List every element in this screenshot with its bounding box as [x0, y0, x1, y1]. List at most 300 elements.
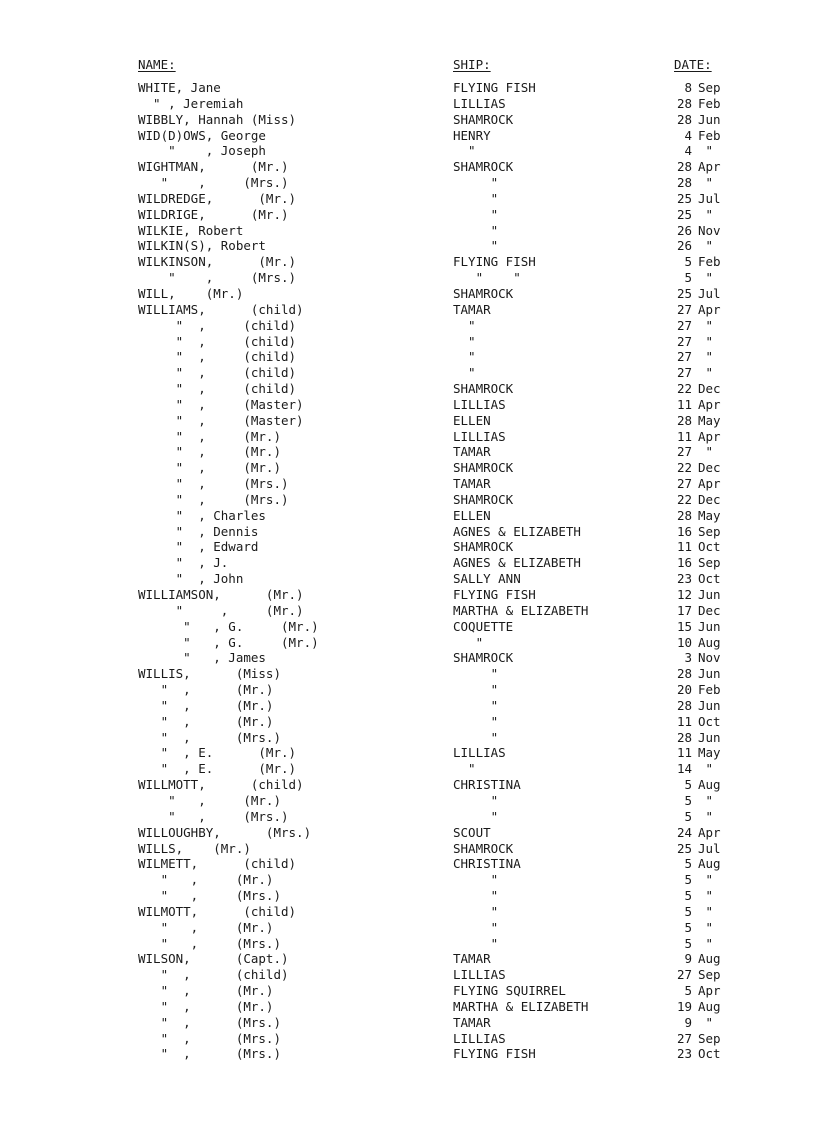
ship-name: TAMAR — [453, 476, 491, 492]
date-day: 9 — [684, 951, 692, 967]
list-row — [0, 951, 816, 967]
date-day: 27 — [676, 967, 692, 983]
list-row — [0, 809, 816, 825]
ship-name: " — [453, 238, 499, 254]
ship-name: FLYING SQUIRREL — [453, 983, 566, 999]
passenger-name: " , (Mr.) — [138, 792, 281, 808]
list-row — [0, 413, 816, 429]
date-day: 26 — [676, 238, 692, 254]
list-row — [0, 1046, 816, 1062]
list-row — [0, 524, 816, 540]
date-day: 11 — [676, 396, 692, 412]
list-row — [0, 207, 816, 223]
date-day: 16 — [676, 555, 692, 571]
ship-name: " — [453, 682, 499, 698]
date-day: 22 — [676, 381, 692, 397]
date-month: " — [698, 333, 714, 349]
date-month: Aug — [698, 951, 721, 967]
date-month: May — [698, 412, 721, 428]
ship-name: SHAMROCK — [453, 460, 514, 476]
date-month: Aug — [698, 634, 721, 650]
passenger-name: " , Edward — [138, 539, 259, 555]
passenger-name: " , (Mrs.) — [138, 935, 281, 951]
ship-name: SHAMROCK — [453, 491, 514, 507]
passenger-name: " , (Mr.) — [138, 460, 281, 476]
date-month: " — [698, 270, 714, 286]
list-row — [0, 397, 816, 413]
date-day: 5 — [684, 777, 692, 793]
date-month: Jun — [698, 618, 721, 634]
date-month: Sep — [698, 967, 721, 983]
date-month: Jun — [698, 666, 721, 682]
date-day: 3 — [684, 650, 692, 666]
date-month: " — [698, 808, 714, 824]
passenger-name: " , (Mrs.) — [138, 888, 281, 904]
date-day: 9 — [684, 1014, 692, 1030]
list-row — [0, 1015, 816, 1031]
date-day: 27 — [676, 365, 692, 381]
passenger-name: " , (Mrs.) — [138, 1014, 281, 1030]
ship-name: " — [453, 317, 476, 333]
ship-name: " — [453, 190, 499, 206]
date-day: 16 — [676, 523, 692, 539]
passenger-name: " , (Mrs.) — [138, 270, 297, 286]
passenger-name: WILKIN(S), Robert — [138, 238, 266, 254]
passenger-name: " , (Mr.) — [138, 998, 274, 1014]
ship-name: FLYING FISH — [453, 587, 536, 602]
ship-name: " — [453, 903, 499, 919]
date-day: 5 — [684, 919, 692, 935]
date-month: Oct — [698, 539, 721, 555]
list-row — [0, 698, 816, 714]
ship-name: MARTHA & ELIZABETH — [453, 998, 589, 1014]
date-month: Oct — [698, 713, 721, 729]
date-day: 20 — [676, 682, 692, 698]
date-day: 5 — [684, 856, 692, 872]
ship-name: FLYING FISH — [453, 254, 536, 270]
passenger-name: " , (Mrs.) — [138, 491, 289, 507]
header-date: DATE: — [674, 57, 712, 72]
date-day: 22 — [676, 491, 692, 507]
passenger-name: WIBBLY, Hannah (Miss) — [138, 111, 297, 127]
list-row — [0, 745, 816, 761]
date-month: " — [698, 206, 714, 222]
passenger-name: WILLIAMS, (child) — [138, 301, 304, 317]
date-month: " — [698, 1014, 714, 1030]
passenger-name: " , Joseph — [138, 143, 266, 159]
date-month: Feb — [698, 254, 721, 270]
ship-name: LILLIAS — [453, 396, 506, 412]
passenger-name: " , (Mr.) — [138, 713, 274, 729]
date-day: 23 — [676, 1046, 692, 1062]
ship-name: LILLIAS — [453, 1030, 506, 1046]
passenger-name: " , (Master) — [138, 412, 304, 428]
date-day: 12 — [676, 587, 692, 602]
ship-name: " — [453, 713, 499, 729]
date-month: " — [698, 761, 714, 777]
header-ship: SHIP: — [453, 57, 491, 72]
date-day: 24 — [676, 824, 692, 840]
list-row — [0, 920, 816, 936]
date-month: Apr — [698, 824, 721, 840]
date-month: " — [698, 888, 714, 904]
ship-name: SHAMROCK — [453, 539, 514, 555]
ship-name: TAMAR — [453, 1014, 491, 1030]
date-month: " — [698, 903, 714, 919]
list-row — [0, 429, 816, 445]
list-row — [0, 270, 816, 286]
date-month: " — [698, 935, 714, 951]
passenger-name: " , (child) — [138, 967, 289, 983]
passenger-name: " , James — [138, 650, 266, 666]
ship-name: LILLIAS — [453, 745, 506, 761]
ship-name: FLYING FISH — [453, 1046, 536, 1062]
passenger-name: " , (Mr.) — [138, 444, 281, 460]
date-month: Dec — [698, 460, 721, 476]
passenger-name: WILLMOTT, (child) — [138, 777, 304, 793]
date-day: 5 — [684, 935, 692, 951]
ship-name: " — [453, 729, 499, 745]
ship-name: " " — [453, 270, 521, 286]
list-row — [0, 318, 816, 334]
date-day: 14 — [676, 761, 692, 777]
date-day: 26 — [676, 222, 692, 238]
list-row — [0, 476, 816, 492]
ship-name: MARTHA & ELIZABETH — [453, 602, 589, 618]
list-row — [0, 856, 816, 872]
date-day: 28 — [676, 697, 692, 713]
passenger-name: " , (Mr.) — [138, 682, 274, 698]
list-row — [0, 381, 816, 397]
column-headers — [0, 57, 816, 73]
passenger-name: " , (Mrs.) — [138, 808, 289, 824]
date-month: Apr — [698, 396, 721, 412]
ship-name: LILLIAS — [453, 967, 506, 983]
passenger-name: WILLIS, (Miss) — [138, 666, 281, 682]
list-row — [0, 793, 816, 809]
passenger-name: " , (child) — [138, 349, 297, 365]
list-row — [0, 223, 816, 239]
ship-name: TAMAR — [453, 301, 491, 317]
date-month: Aug — [698, 777, 721, 793]
passenger-name: WILMOTT, (child) — [138, 903, 297, 919]
date-day: 23 — [676, 571, 692, 587]
list-row — [0, 238, 816, 254]
date-month: Apr — [698, 983, 721, 999]
list-row — [0, 128, 816, 144]
ship-name: " — [453, 349, 476, 365]
list-row — [0, 999, 816, 1015]
date-day: 28 — [676, 111, 692, 127]
date-month: Sep — [698, 555, 721, 571]
date-day: 28 — [676, 175, 692, 191]
date-day: 5 — [684, 888, 692, 904]
ship-name: " — [453, 222, 499, 238]
ship-name: CHRISTINA — [453, 777, 521, 793]
list-row — [0, 349, 816, 365]
ship-name: SHAMROCK — [453, 650, 514, 666]
passenger-name: WIGHTMAN, (Mr.) — [138, 159, 289, 175]
date-day: 17 — [676, 602, 692, 618]
date-day: 11 — [676, 745, 692, 761]
ship-name: SALLY ANN — [453, 571, 521, 587]
date-month: Feb — [698, 682, 721, 698]
list-row — [0, 334, 816, 350]
passenger-name: " , (Mrs.) — [138, 476, 289, 492]
list-row — [0, 936, 816, 952]
date-month: " — [698, 349, 714, 365]
ship-name: " — [453, 697, 499, 713]
date-day: 19 — [676, 998, 692, 1014]
date-day: 4 — [684, 127, 692, 143]
date-month: Feb — [698, 127, 721, 143]
list-row — [0, 112, 816, 128]
passenger-name: " , (Mr.) — [138, 872, 274, 888]
ship-name: ELLEN — [453, 412, 491, 428]
ship-name: " — [453, 919, 499, 935]
passenger-name: " , (Mr.) — [138, 428, 281, 444]
date-month: Jul — [698, 840, 721, 856]
date-month: Jul — [698, 285, 721, 301]
date-month: " — [698, 365, 714, 381]
date-month: May — [698, 745, 721, 761]
ship-name: CHRISTINA — [453, 856, 521, 872]
passenger-name: " , E. (Mr.) — [138, 761, 297, 777]
date-day: 4 — [684, 143, 692, 159]
passenger-name: " , (Mr.) — [138, 919, 274, 935]
date-month: " — [698, 143, 714, 159]
date-day: 28 — [676, 159, 692, 175]
date-day: 25 — [676, 206, 692, 222]
passenger-name: WILDRIGE, (Mr.) — [138, 206, 289, 222]
date-month: Aug — [698, 998, 721, 1014]
header-name: NAME: — [138, 57, 176, 72]
date-month: " — [698, 444, 714, 460]
date-month: Nov — [698, 222, 721, 238]
passenger-name: " , (Mr.) — [138, 602, 304, 618]
date-month: Feb — [698, 95, 721, 111]
list-row — [0, 286, 816, 302]
date-day: 5 — [684, 254, 692, 270]
ship-name: HENRY — [453, 127, 491, 143]
passenger-name: WID(D)OWS, George — [138, 127, 266, 143]
list-row — [0, 365, 816, 381]
date-day: 5 — [684, 792, 692, 808]
passenger-name: " , (child) — [138, 333, 297, 349]
ship-name: SHAMROCK — [453, 381, 514, 397]
ship-name: " — [453, 365, 476, 381]
list-row — [0, 714, 816, 730]
list-row — [0, 175, 816, 191]
date-day: 10 — [676, 634, 692, 650]
list-row — [0, 967, 816, 983]
date-day: 28 — [676, 729, 692, 745]
list-row — [0, 888, 816, 904]
list-row — [0, 539, 816, 555]
date-month: Dec — [698, 491, 721, 507]
list-row — [0, 841, 816, 857]
date-day: 28 — [676, 95, 692, 111]
date-month: May — [698, 507, 721, 523]
passenger-name: " , (child) — [138, 381, 297, 397]
list-row — [0, 904, 816, 920]
list-row — [0, 254, 816, 270]
passenger-name: " , (Mrs.) — [138, 1046, 281, 1062]
list-row — [0, 143, 816, 159]
date-month: Dec — [698, 381, 721, 397]
date-day: 15 — [676, 618, 692, 634]
date-month: Jun — [698, 697, 721, 713]
list-row — [0, 650, 816, 666]
date-month: Dec — [698, 602, 721, 618]
ship-name: SHAMROCK — [453, 111, 514, 127]
passenger-name: " , Jeremiah — [138, 95, 244, 111]
list-row — [0, 619, 816, 635]
passenger-name: WILLIAMSON, (Mr.) — [138, 587, 304, 602]
date-month: " — [698, 238, 714, 254]
date-month: Apr — [698, 428, 721, 444]
date-day: 5 — [684, 903, 692, 919]
date-month: Jul — [698, 190, 721, 206]
passenger-name: " , (Master) — [138, 396, 304, 412]
list-row — [0, 635, 816, 651]
date-month: " — [698, 792, 714, 808]
date-month: Aug — [698, 856, 721, 872]
ship-name: SHAMROCK — [453, 840, 514, 856]
list-row — [0, 1031, 816, 1047]
passenger-name: " , E. (Mr.) — [138, 745, 297, 761]
passenger-name: WILMETT, (child) — [138, 856, 297, 872]
passenger-name: " , Dennis — [138, 523, 259, 539]
date-day: 5 — [684, 808, 692, 824]
list-row — [0, 777, 816, 793]
date-day: 28 — [676, 412, 692, 428]
ship-name: LILLIAS — [453, 428, 506, 444]
date-day: 11 — [676, 713, 692, 729]
passenger-name: " , J. — [138, 555, 229, 571]
list-row — [0, 682, 816, 698]
date-month: Oct — [698, 1046, 721, 1062]
date-month: Sep — [698, 80, 721, 95]
date-month: Jun — [698, 111, 721, 127]
ship-name: " — [453, 634, 484, 650]
date-day: 25 — [676, 285, 692, 301]
ship-name: " — [453, 666, 499, 682]
ship-name: " — [453, 143, 476, 159]
ship-name: " — [453, 808, 499, 824]
list-row — [0, 872, 816, 888]
list-row — [0, 730, 816, 746]
date-day: 11 — [676, 428, 692, 444]
list-row — [0, 825, 816, 841]
date-day: 27 — [676, 333, 692, 349]
ship-name: AGNES & ELIZABETH — [453, 523, 581, 539]
list-row — [0, 80, 816, 96]
passenger-name: " , Charles — [138, 507, 266, 523]
ship-name: " — [453, 935, 499, 951]
date-day: 5 — [684, 872, 692, 888]
date-month: Sep — [698, 1030, 721, 1046]
passenger-name: " , G. (Mr.) — [138, 618, 319, 634]
ship-name: " — [453, 175, 499, 191]
date-month: Jun — [698, 587, 721, 602]
date-month: Apr — [698, 159, 721, 175]
list-row — [0, 666, 816, 682]
list-row — [0, 508, 816, 524]
passenger-name: WHITE, Jane — [138, 80, 221, 95]
ship-name: ELLEN — [453, 507, 491, 523]
passenger-name: WILKIE, Robert — [138, 222, 244, 238]
passenger-name: " , (Mr.) — [138, 983, 274, 999]
list-row — [0, 191, 816, 207]
list-row — [0, 571, 816, 587]
ship-name: " — [453, 872, 499, 888]
date-day: 27 — [676, 476, 692, 492]
date-day: 27 — [676, 349, 692, 365]
ship-name: SHAMROCK — [453, 285, 514, 301]
date-day: 22 — [676, 460, 692, 476]
list-row — [0, 460, 816, 476]
list-row — [0, 492, 816, 508]
ship-name: TAMAR — [453, 951, 491, 967]
date-day: 28 — [676, 507, 692, 523]
date-day: 27 — [676, 1030, 692, 1046]
ship-name: SCOUT — [453, 824, 491, 840]
ship-name: LILLIAS — [453, 95, 506, 111]
passenger-name: " , (Mrs.) — [138, 175, 289, 191]
date-month: Jun — [698, 729, 721, 745]
ship-name: FLYING FISH — [453, 80, 536, 95]
date-day: 5 — [684, 270, 692, 286]
ship-name: SHAMROCK — [453, 159, 514, 175]
date-month: Apr — [698, 301, 721, 317]
date-day: 27 — [676, 444, 692, 460]
date-month: Sep — [698, 523, 721, 539]
date-day: 8 — [684, 80, 692, 95]
passenger-name: " , (Mr.) — [138, 697, 274, 713]
passenger-name: WILL, (Mr.) — [138, 285, 244, 301]
passenger-name: " , John — [138, 571, 244, 587]
date-month: Apr — [698, 476, 721, 492]
date-day: 28 — [676, 666, 692, 682]
ship-name: AGNES & ELIZABETH — [453, 555, 581, 571]
passenger-list — [0, 80, 816, 1062]
passenger-name: WILDREDGE, (Mr.) — [138, 190, 297, 206]
list-row — [0, 603, 816, 619]
date-day: 5 — [684, 983, 692, 999]
ship-name: COQUETTE — [453, 618, 514, 634]
passenger-name: " , (child) — [138, 317, 297, 333]
list-row — [0, 555, 816, 571]
passenger-name: " , (Mrs.) — [138, 729, 281, 745]
date-day: 25 — [676, 840, 692, 856]
date-month: " — [698, 317, 714, 333]
date-day: 11 — [676, 539, 692, 555]
date-month: Oct — [698, 571, 721, 587]
passenger-name: WILLOUGHBY, (Mrs.) — [138, 824, 312, 840]
ship-name: " — [453, 888, 499, 904]
list-row — [0, 96, 816, 112]
date-day: 27 — [676, 317, 692, 333]
date-month: " — [698, 175, 714, 191]
date-day: 25 — [676, 190, 692, 206]
passenger-name: WILLS, (Mr.) — [138, 840, 251, 856]
list-row — [0, 587, 816, 603]
ship-name: " — [453, 206, 499, 222]
passenger-name: " , G. (Mr.) — [138, 634, 319, 650]
date-day: 27 — [676, 301, 692, 317]
list-row — [0, 302, 816, 318]
